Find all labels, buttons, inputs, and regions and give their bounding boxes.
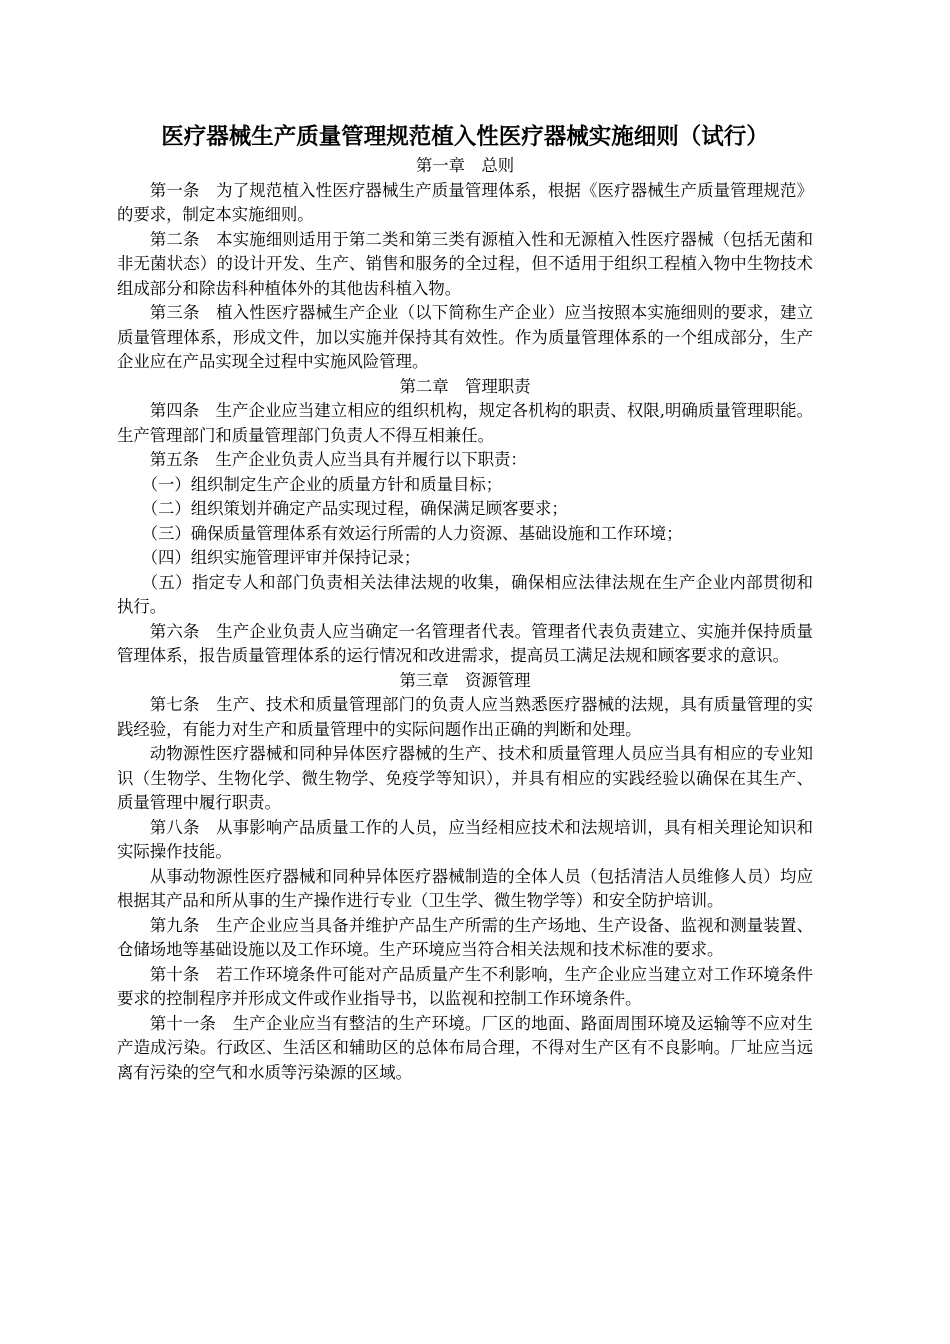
chapter-heading: 第三章 资源管理: [399, 670, 531, 690]
article-paragraph: 第四条 生产企业应当建立相应的组织机构，规定各机构的职责、权限,明确质量管理职能。生产管理部门和质量管理部门负责人不得互相兼任。: [117, 401, 813, 445]
chapter-heading: 第一章 总则: [415, 156, 515, 175]
document-title: 医疗器械生产质量管理规范植入性医疗器械实施细则（试行）: [161, 124, 769, 150]
article-paragraph: 第一条 为了规范植入性医疗器械生产质量管理体系，根据《医疗器械生产质量管理规范》的要求，制定本实施细则。: [117, 180, 813, 224]
article-paragraph: 第五条 生产企业负责人应当具有并履行以下职责：: [149, 450, 527, 469]
article-paragraph: 从事动物源性医疗器械和同种异体医疗器械制造的全体人员（包括清洁人员维修人员）均应根据其产品和所从事的生产操作进行专业（卫生学、微生物学等）和安全防护培训。: [117, 866, 813, 910]
document-page: [117, 121, 813, 1085]
article-paragraph: 第十条 若工作环境条件可能对产品质量产生不利影响，生产企业应当建立对工作环境条件要求的控制程序并形成文件或作业指导书，以监视和控制工作环境条件。: [117, 964, 813, 1008]
article-paragraph: 动物源性医疗器械和同种异体医疗器械的生产、技术和质量管理人员应当具有相应的专业知识（生物学、生物化学、微生物学、免疫学等知识），并具有相应的实践经验以确保在其生产、质量管理中履行职责。: [117, 744, 813, 812]
article-paragraph: 第九条 生产企业应当具备并维护产品生产所需的生产场地、生产设备、监视和测量装置、仓储场地等基础设施以及工作环境。生产环境应当符合相关法规和技术标准的要求。: [117, 915, 813, 959]
list-item: （四）组织实施管理评审并保持记录；: [141, 548, 421, 567]
chapter-heading: 第二章 管理职责: [399, 376, 531, 396]
list-item: （三）确保质量管理体系有效运行所需的人力资源、基础设施和工作环境；: [141, 523, 683, 543]
article-paragraph: 第十一条 生产企业应当有整洁的生产环境。厂区的地面、路面周围环境及运输等不应对生产造成污染。行政区、生活区和辅助区的总体布局合理，不得对生产区有不良影响。厂址应当远离有污染的空气和水质等污染源的区域。: [117, 1013, 813, 1082]
article-paragraph: 第三条 植入性医疗器械生产企业（以下简称生产企业）应当按照本实施细则的要求，建立质量管理体系，形成文件，加以实施并保持其有效性。作为质量管理体系的一个组成部分，生产企业应在产品实现全过程中实施风险管理。: [117, 303, 813, 371]
list-item: （五）指定专人和部门负责相关法律法规的收集，确保相应法律法规在生产企业内部贯彻和执行。: [117, 572, 813, 616]
article-paragraph: 第二条 本实施细则适用于第二类和第三类有源植入性和无源植入性医疗器械（包括无菌和非无菌状态）的设计开发、生产、销售和服务的全过程，但不适用于组织工程植入物中生物技术组成部分和除齿科种植体外的其他齿科植入物。: [117, 229, 813, 298]
article-paragraph: 第八条 从事影响产品质量工作的人员，应当经相应技术和法规培训，具有相关理论知识和实际操作技能。: [117, 817, 813, 861]
article-paragraph: 第六条 生产企业负责人应当确定一名管理者代表。管理者代表负责建立、实施并保持质量管理体系，报告质量管理体系的运行情况和改进需求，提高员工满足法规和顾客要求的意识。: [117, 621, 813, 665]
list-item: （一）组织制定生产企业的质量方针和质量目标；: [141, 474, 503, 494]
article-paragraph: 第七条 生产、技术和质量管理部门的负责人应当熟悉医疗器械的法规，具有质量管理的实践经验，有能力对生产和质量管理中的实际问题作出正确的判断和处理。: [117, 695, 813, 739]
list-item: （二）组织策划并确定产品实现过程，确保满足顾客要求；: [141, 499, 568, 518]
